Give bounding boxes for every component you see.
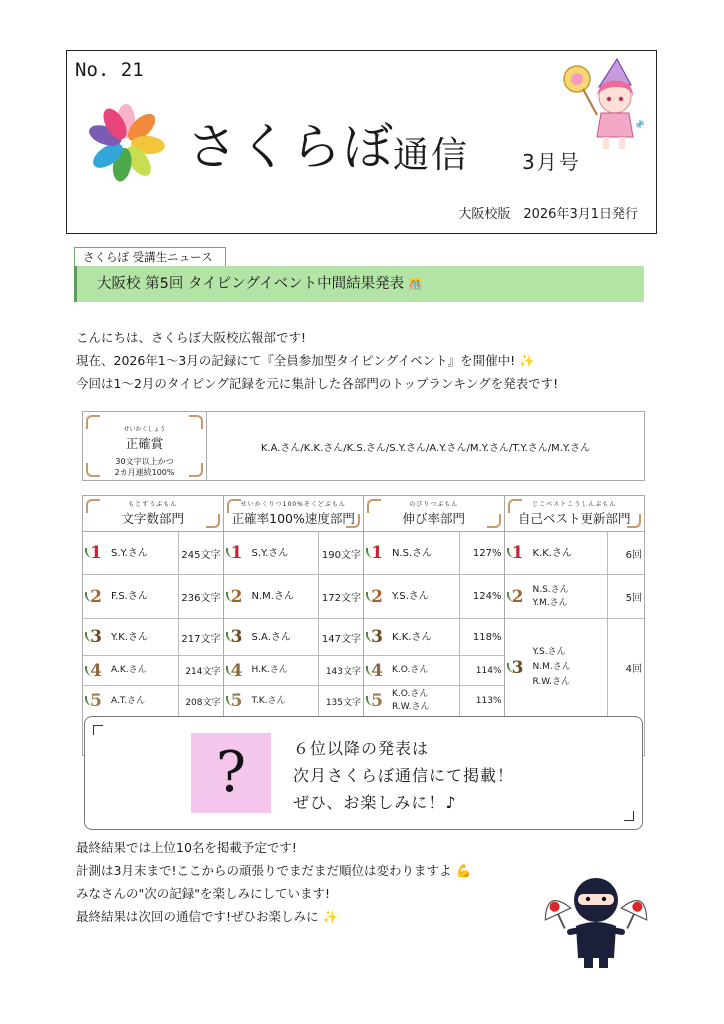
category-header [83, 496, 224, 531]
rank-name [531, 575, 609, 618]
rank-name-line: R.W.さん [532, 677, 571, 687]
award-condition-line: 30文字以上かつ [115, 457, 174, 466]
rank-row [83, 656, 223, 686]
rank-name-line: R.W.さん [392, 702, 430, 712]
next-issue-notice [84, 716, 643, 830]
award-winners: K.A.さん/K.K.さん/K.S.さん/S.Y.さん/A.Y.さん/M.Y.さん/T.Y.さん/M.Y.さん [260, 442, 591, 454]
rank-name: K.K.さん [390, 619, 460, 655]
rank-medal-icon: 2 [224, 575, 250, 618]
rank-medal-icon: 3 [83, 619, 109, 655]
rank-name-line: Y.M.さん [532, 597, 568, 608]
award-ruby: せいかくしょう [123, 426, 166, 433]
ornament-corner-icon [227, 499, 241, 513]
rank-name: S.Y.さん [250, 532, 320, 574]
rank-value: 245文字 [181, 549, 221, 561]
rank-name [390, 686, 460, 716]
rank-value: 6回 [625, 549, 642, 561]
notice-text [293, 735, 514, 816]
edition-info: 大阪校版 2026年3月1日発行 [458, 207, 638, 222]
issue-month: 3月号 [522, 150, 581, 174]
rank-row [224, 656, 364, 686]
rank-name: N.S.さん [390, 532, 460, 574]
rank-value: 114% [475, 665, 502, 676]
rank-value: 113% [475, 696, 502, 706]
category-title: 正確率100%速度部門 [231, 511, 355, 526]
ornament-corner-icon [189, 463, 203, 477]
rank-name: F.S.さん [109, 575, 179, 618]
rank-value: 236文字 [181, 593, 221, 604]
notice-line: 次月さくらぼ通信にて掲載！ [293, 766, 515, 785]
rank-row [505, 619, 645, 716]
ninja-mascot-icon [540, 874, 652, 974]
award-condition-line: 2カ月連続100% [114, 468, 175, 477]
category-title: 文字数部門 [121, 511, 184, 526]
rank-value: 208文字 [185, 697, 221, 708]
accuracy-award-row [82, 411, 645, 481]
sakura-logo-icon [81, 101, 171, 185]
rank-name: S.A.さん [250, 619, 320, 655]
rank-name: H.K.さん [250, 656, 320, 685]
award-condition [83, 456, 206, 478]
closing-paragraph [76, 836, 471, 928]
ornament-corner-icon [367, 499, 381, 513]
rank-row [83, 686, 223, 716]
rank-value: 5回 [625, 593, 642, 604]
rank-medal-icon: 5 [83, 686, 109, 716]
rank-name-line: K.O.さん [392, 689, 429, 699]
rank-row [364, 686, 504, 716]
notice-line: ６位以降の発表は [293, 739, 430, 758]
ornament-corner-icon [86, 499, 100, 513]
category-title: 自己ベスト更新部門 [517, 511, 631, 526]
notice-line: ぜひ、お楽しみに！♪ [293, 793, 457, 812]
bracket-corner-icon [624, 811, 634, 821]
rank-medal-icon: 2 [364, 575, 390, 618]
rank-row [364, 532, 504, 575]
closing-line: みなさんの"次の記録"を楽しみにしています! [76, 886, 331, 901]
rank-name: A.K.さん [109, 656, 179, 685]
category-ruby: のびりつぶもん [409, 501, 459, 508]
closing-line: 最終結果では上位10名を掲載予定です! [76, 840, 297, 855]
rank-row [83, 619, 223, 656]
rank-row [83, 532, 223, 575]
rank-row [224, 686, 364, 716]
rank-medal-icon: 4 [224, 656, 250, 685]
rank-name-line: N.S.さん [532, 584, 569, 595]
issue-number: No. 21 [75, 59, 144, 81]
intro-line: 現在、2026年1～3月の記録にて『全員参加型タイピングイベント』を開催中! ✨ [76, 353, 535, 368]
rank-row [505, 532, 645, 575]
award-title: 正確賞 [125, 436, 164, 451]
question-mark-icon: ? [215, 740, 247, 805]
closing-line: 最終結果は次回の通信です!ぜひお楽しみに ✨ [76, 909, 339, 924]
rank-row [224, 532, 364, 575]
category-ruby: せいかくりつ100%そくどぶもん [240, 501, 346, 508]
rank-medal-icon: 1 [364, 532, 390, 574]
rank-medal-icon: 5 [224, 686, 250, 716]
rank-row [224, 619, 364, 656]
rank-name: S.Y.さん [109, 532, 179, 574]
rank-value: 143文字 [325, 667, 361, 677]
rank-name: A.T.さん [109, 686, 179, 716]
rank-medal-icon: 3 [505, 619, 531, 716]
news-category-tab: さくらぼ 受講生ニュース [74, 247, 226, 267]
intro-line: 今回は1～2月のタイピング記録を元に集計した各部門のトップランキングを発表です! [76, 376, 559, 391]
rank-name: N.M.さん [250, 575, 320, 618]
newsletter-header [66, 50, 657, 234]
rank-value: 124% [472, 591, 502, 602]
newsletter-title-sub: 通信 [393, 135, 470, 176]
rank-medal-icon: 3 [364, 619, 390, 655]
ornament-corner-icon [206, 514, 220, 528]
rank-name: K.K.さん [531, 532, 609, 574]
news-headline: 大阪校 第5回 タイピングイベント中間結果発表 [97, 276, 405, 292]
category-header [364, 496, 505, 531]
rank-name [531, 619, 609, 716]
newsletter-title: さくらぼ [187, 118, 395, 176]
ornament-corner-icon [627, 514, 641, 528]
rank-row [364, 575, 504, 619]
rank-value: 118% [472, 631, 502, 643]
news-headline-banner [74, 266, 644, 302]
intro-line: こんにちは、さくらぼ大阪校広報部です! [76, 330, 307, 345]
rank-name: Y.S.さん [390, 575, 460, 618]
rank-row [224, 575, 364, 619]
ranking-header [82, 495, 645, 531]
party-popper-icon: 🎊 [408, 278, 423, 291]
closing-line: 計測は3月末まで!ここからの頑張りでまだまだ順位は変わりますよ 💪 [76, 863, 472, 878]
ornament-corner-icon [189, 415, 203, 429]
sticky-note [191, 733, 271, 813]
rank-medal-icon: 1 [83, 532, 109, 574]
rank-medal-icon: 4 [83, 656, 109, 685]
ornament-corner-icon [346, 514, 360, 528]
rank-value: 217文字 [181, 633, 221, 645]
rank-name-line: N.M.さん [532, 662, 571, 672]
rank-medal-icon: 2 [505, 575, 531, 618]
rank-row [364, 656, 504, 686]
ornament-corner-icon [86, 415, 100, 429]
rank-medal-icon: 5 [364, 686, 390, 716]
rank-value: 190文字 [321, 549, 361, 561]
rank-value: 127% [472, 547, 502, 559]
rank-name: T.K.さん [250, 686, 320, 716]
rank-name: Y.K.さん [109, 619, 179, 655]
ornament-corner-icon [86, 463, 100, 477]
ornament-corner-icon [487, 514, 501, 528]
rank-value: 4回 [625, 664, 642, 675]
rank-name: K.O.さん [390, 656, 460, 685]
rank-row [364, 619, 504, 656]
ornament-corner-icon [508, 499, 522, 513]
rank-medal-icon: 4 [364, 656, 390, 685]
rank-value: 214文字 [185, 667, 221, 677]
accuracy-award-label [83, 412, 207, 480]
rank-row [505, 575, 645, 619]
rank-value: 172文字 [321, 593, 361, 604]
category-header [224, 496, 365, 531]
category-header [505, 496, 645, 531]
category-title: 伸び率部門 [402, 511, 465, 526]
witch-girl-mascot-icon [561, 57, 653, 155]
category-ruby: もじすうぶもん [128, 501, 178, 508]
rank-value: 135文字 [325, 697, 361, 708]
rank-value: 147文字 [321, 633, 361, 645]
rank-medal-icon: 1 [505, 532, 531, 574]
rank-medal-icon: 2 [83, 575, 109, 618]
rank-medal-icon: 3 [224, 619, 250, 655]
rank-medal-icon: 1 [224, 532, 250, 574]
rank-row [83, 575, 223, 619]
category-ruby: じこベストこうしんぶもん [532, 501, 617, 508]
bracket-corner-icon [93, 725, 103, 735]
rank-name-line: Y.S.さん [532, 647, 566, 657]
intro-paragraph [76, 326, 558, 395]
